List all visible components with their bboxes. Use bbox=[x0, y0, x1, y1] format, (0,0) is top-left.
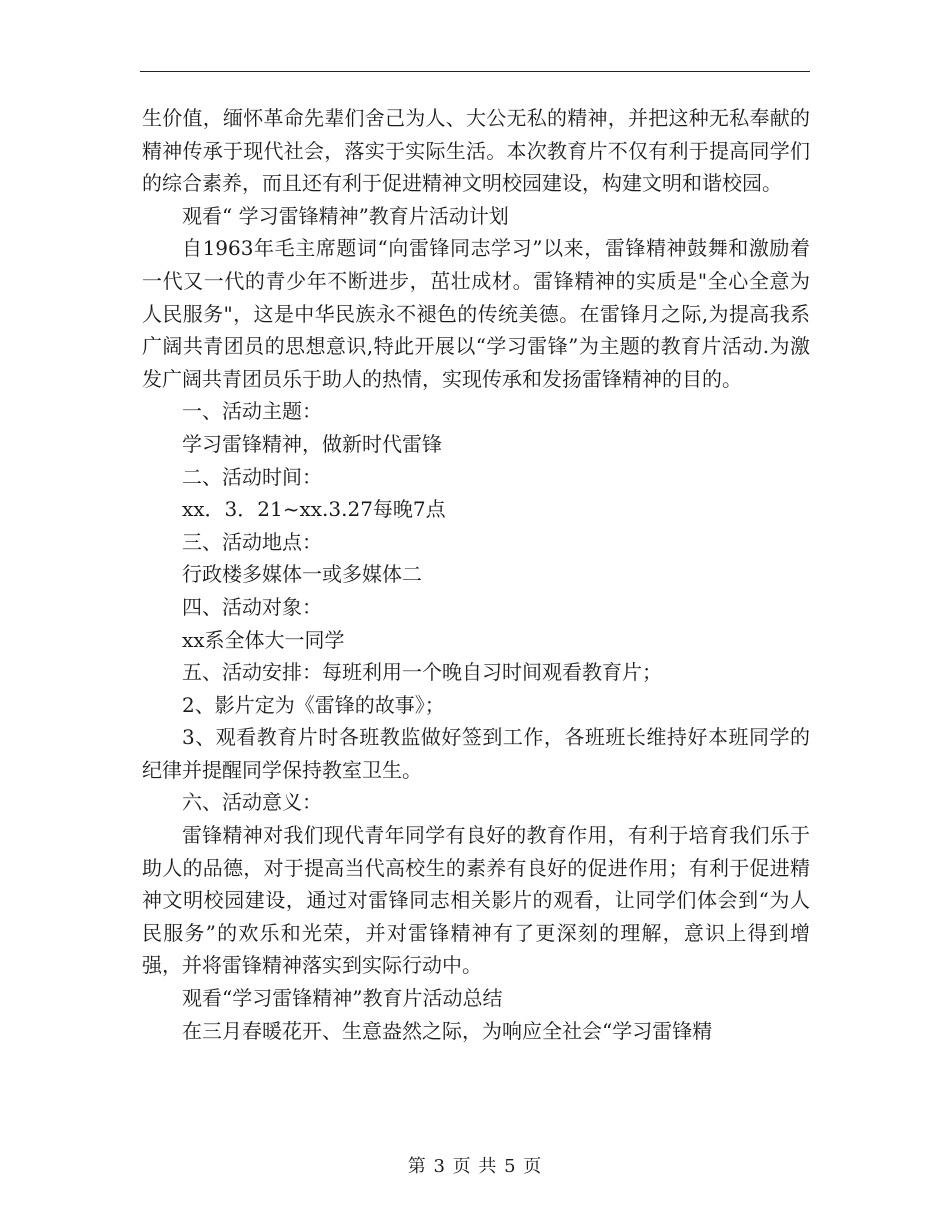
arrangement-item-2: 2、影片定为《雷锋的故事》； bbox=[182, 692, 445, 717]
heading-significance: 六、活动意义： bbox=[182, 790, 322, 815]
document-body bbox=[142, 102, 810, 1047]
arrangement-item-3: 3、观看教育片时各班教监做好签到工作，各班班长维持好本班同学的纪律并提醒同学保持教室卫生。 bbox=[142, 725, 810, 782]
summary-intro: 在三月春暖花开、生意盎然之际，为响应全社会“学习雷锋精 bbox=[182, 1018, 713, 1043]
heading-arrangement: 五、活动安排：每班利用一个晚自习时间观看教育片； bbox=[182, 660, 662, 685]
heading-location: 三、活动地点： bbox=[182, 529, 322, 554]
paragraph-continuation: 生价值，缅怀革命先辈们舍己为人、大公无私的精神，并把这种无私奉献的精神传承于现代社会，落实于实际生活。本次教育片不仅有利于提高同学们的综合素养，而且还有利于促进精神文明校园建设，构建文明和谐校园。 bbox=[142, 106, 810, 196]
section-title-summary: 观看“学习雷锋精神”教育片活动总结 bbox=[182, 986, 503, 1011]
page-footer: 第 3 页 共 5 页 bbox=[407, 1156, 543, 1177]
audience-text: xx系全体大一同学 bbox=[182, 627, 345, 652]
location-text: 行政楼多媒体一或多媒体二 bbox=[182, 562, 422, 587]
paragraph-intro: 自1963年毛主席题词“向雷锋同志学习”以来，雷锋精神鼓舞和激励着一代又一代的青少年不断进步，茁壮成材。雷锋精神的实质是"全心全意为人民服务"，这是中华民族永不褪色的传统美德。在雷锋月之际,为提高我系广阔共青团员的思想意识,特此开展以“学习雷锋”为主题的教育片活动.为激发广阔共青团员乐于助人的热情，实现传承和发扬雷锋精神的目的。 bbox=[142, 236, 810, 391]
heading-audience: 四、活动对象： bbox=[182, 594, 322, 619]
heading-theme: 一、活动主题： bbox=[182, 399, 322, 424]
header-rule bbox=[140, 71, 810, 72]
heading-time: 二、活动时间： bbox=[182, 464, 322, 489]
section-title-plan: 观看“ 学习雷锋精神”教育片活动计划 bbox=[182, 203, 509, 228]
significance-text: 雷锋精神对我们现代青年同学有良好的教育作用，有利于培育我们乐于助人的品德，对于提高当代高校生的素养有良好的促进作用；有利于促进精神文明校园建设，通过对雷锋同志相关影片的观看，让同学们体会到“为人民服务”的欢乐和光荣，并对雷锋精神有了更深刻的理解，意识上得到增强，并将雷锋精神落实到实际行动中。 bbox=[142, 823, 810, 978]
time-text: xx．3．21~xx.3.27每晚7点 bbox=[182, 497, 446, 522]
theme-text: 学习雷锋精神，做新时代雷锋 bbox=[182, 431, 442, 456]
